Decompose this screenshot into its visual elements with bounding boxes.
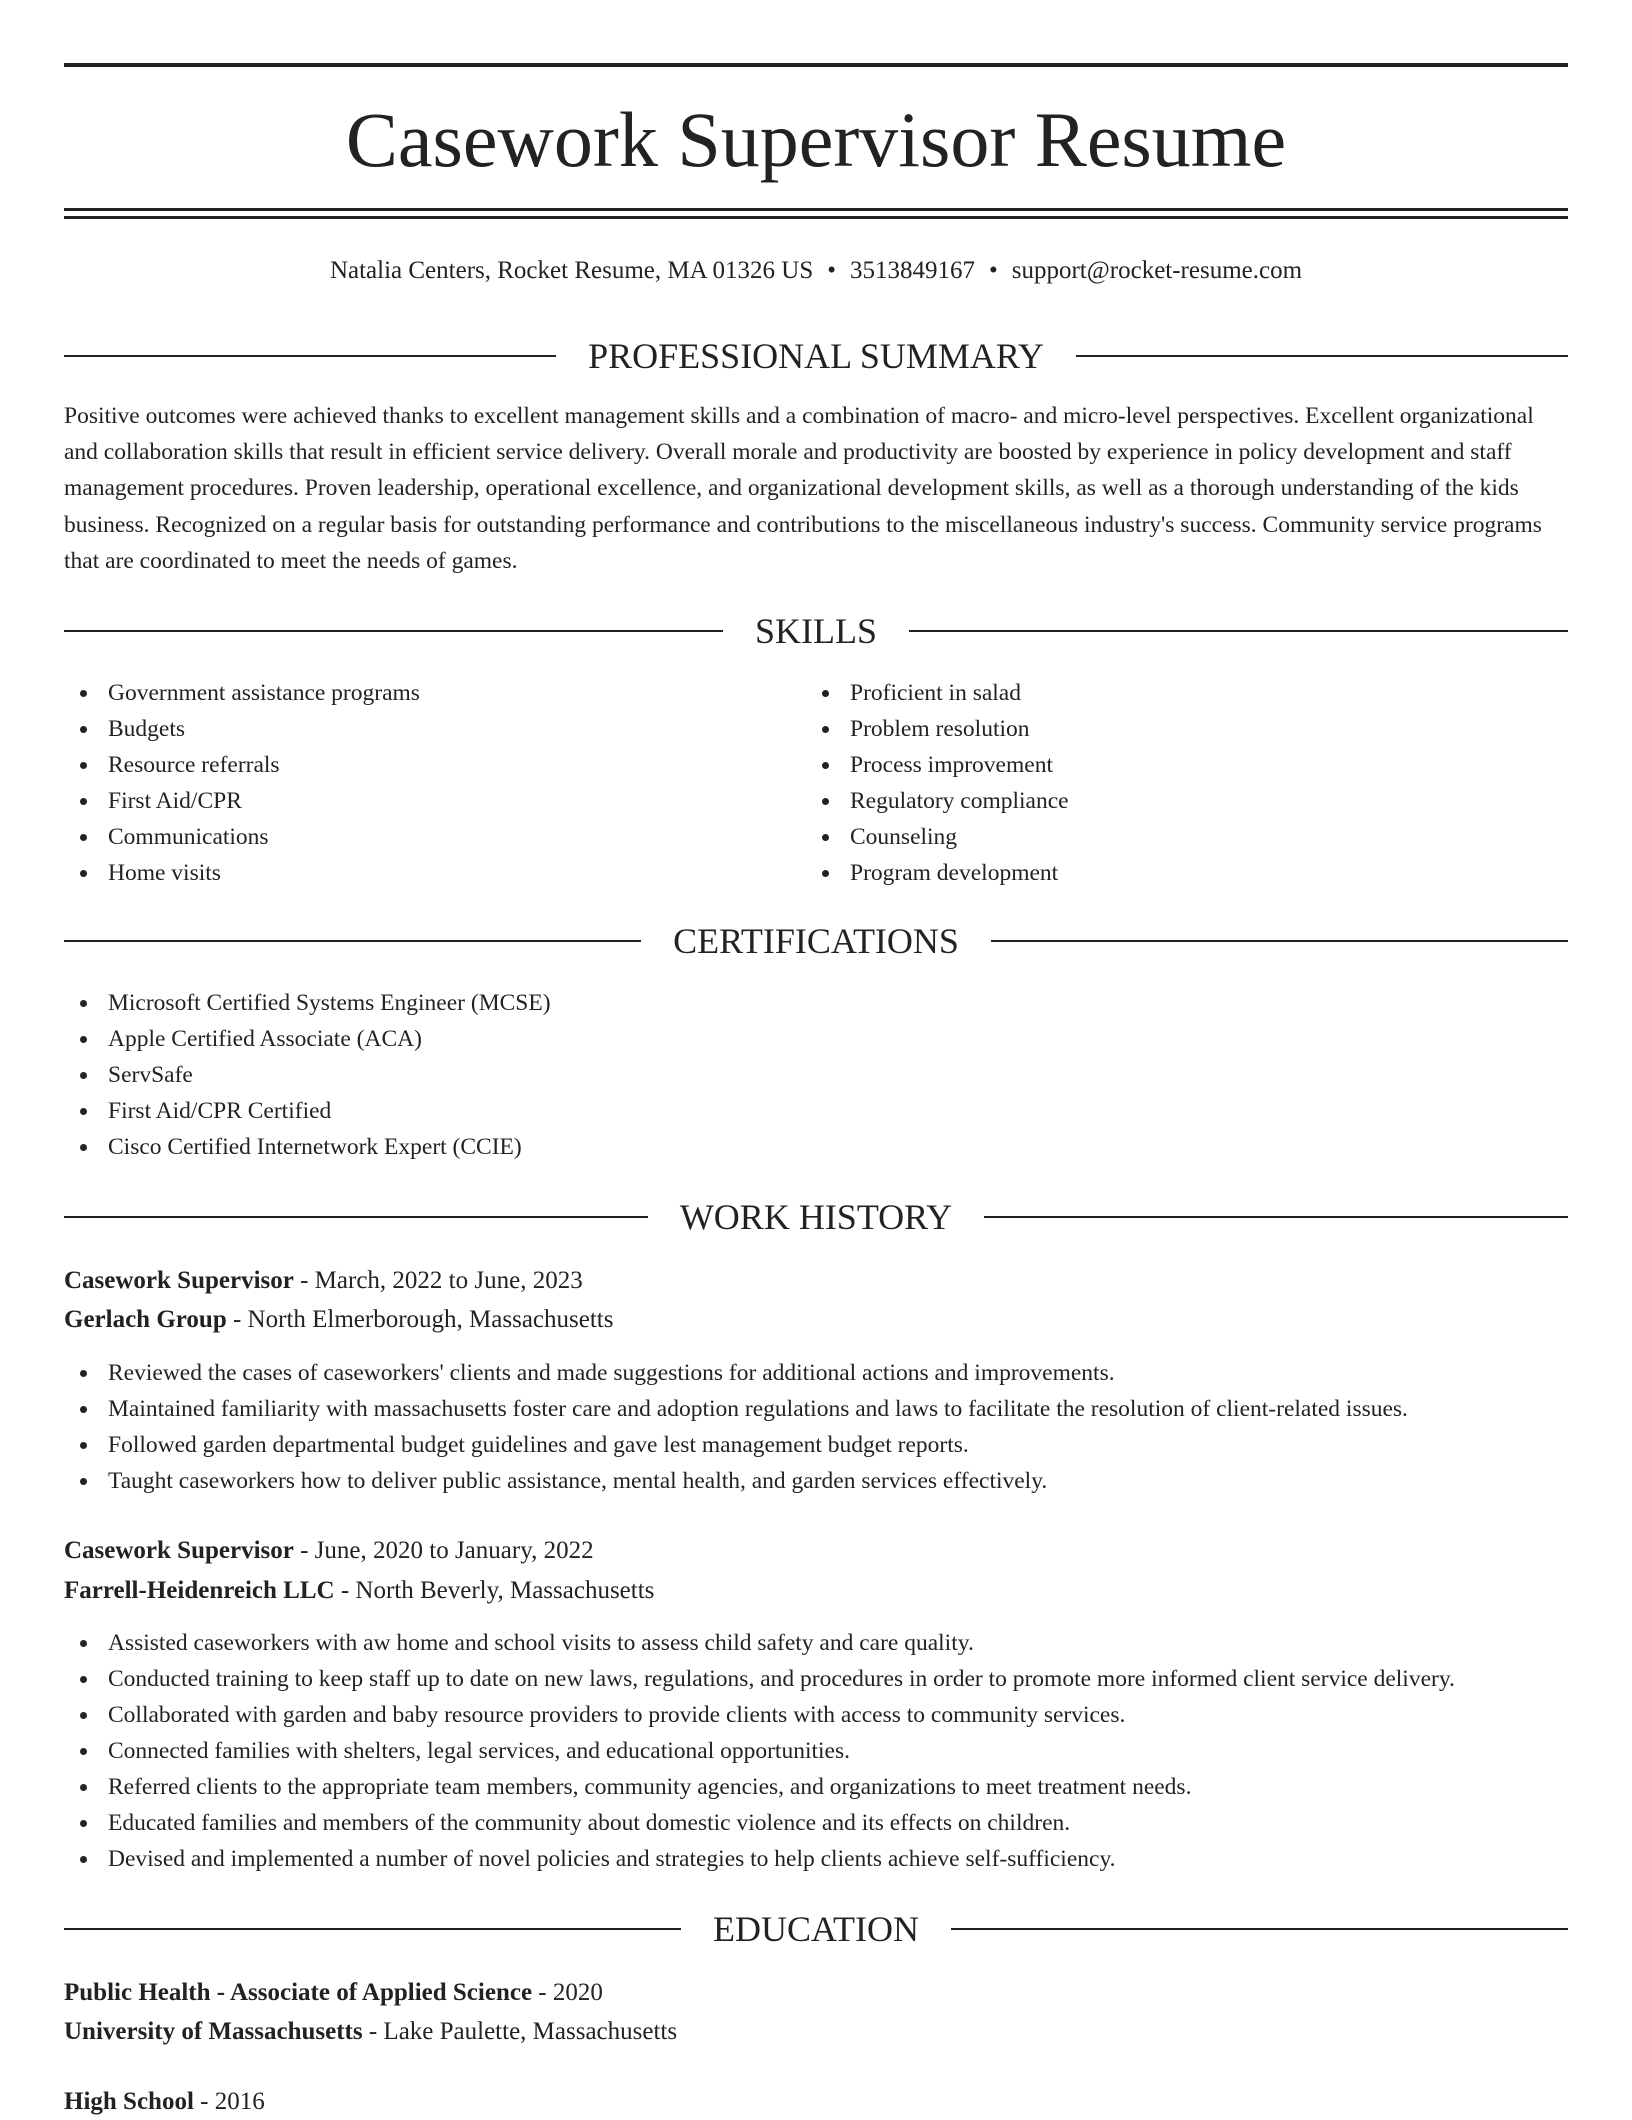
work-heading — [64, 1195, 1568, 1239]
summary-heading — [64, 334, 1568, 378]
job-company-line — [64, 1302, 613, 1338]
certifications-list — [64, 985, 551, 1165]
education-year: - 2016 — [193, 2088, 265, 2115]
job-company: Farrell-Heidenreich LLC — [64, 1577, 335, 1604]
job-bullet: Maintained familiarity with massachusetts foster care and adoption regulations and laws to facilitate the resolution of client-related issues. — [64, 1391, 1408, 1427]
skill-item: First Aid/CPR — [64, 783, 420, 819]
contact-email: support@rocket-resume.com — [1011, 257, 1303, 284]
education-degree-line — [64, 2084, 265, 2120]
heading-rule — [64, 1928, 681, 1930]
education-degree: High School — [64, 2088, 194, 2115]
job-title: Casework Supervisor — [64, 1537, 294, 1564]
education-location: - Lake Paulette, Massachusetts — [362, 2018, 678, 2045]
job-bullet: Educated families and members of the community about domestic violence and its effects on children. — [64, 1805, 1455, 1841]
skill-item: Government assistance programs — [64, 675, 420, 711]
contact-separator: • — [988, 257, 998, 284]
contact-phone: 3513849167 — [849, 257, 975, 284]
job-location: - North Elmerborough, Massachusetts — [226, 1306, 614, 1333]
heading-rule — [64, 940, 641, 942]
skill-item: Budgets — [64, 711, 420, 747]
job-bullet: Collaborated with garden and baby resource providers to provide clients with access to community services. — [64, 1697, 1455, 1733]
skill-item: Regulatory compliance — [806, 783, 1069, 819]
contact-address: Natalia Centers, Rocket Resume, MA 01326 US — [329, 257, 814, 284]
education-year: - 2020 — [532, 1979, 603, 2006]
heading-rule — [1076, 355, 1568, 357]
job-dates: - June, 2020 to January, 2022 — [293, 1537, 594, 1564]
heading-rule — [984, 1216, 1568, 1218]
title-rule-upper — [64, 208, 1568, 211]
job-bullet: Assisted caseworkers with aw home and school visits to assess child safety and care quality. — [64, 1625, 1455, 1661]
skill-item: Communications — [64, 819, 420, 855]
contact-separator: • — [827, 257, 836, 284]
education-school: University of Massachusetts — [64, 2018, 363, 2045]
job-bullet: Followed garden departmental budget guidelines and gave lest management budget reports. — [64, 1427, 1408, 1463]
skills-list-right — [806, 675, 1069, 891]
work-heading-label: WORK HISTORY — [679, 1197, 953, 1237]
education-heading-label: EDUCATION — [713, 1909, 919, 1949]
heading-rule — [909, 630, 1568, 632]
certifications-heading-label: CERTIFICATIONS — [673, 921, 959, 961]
certification-item: ServSafe — [64, 1057, 551, 1093]
education-heading — [64, 1907, 1568, 1951]
heading-rule — [991, 940, 1568, 942]
job-location: - North Beverly, Massachusetts — [334, 1577, 655, 1604]
skills-list-left — [64, 675, 420, 891]
job-title-line — [64, 1533, 594, 1569]
skill-item: Program development — [806, 855, 1069, 891]
job-dates: - March, 2022 to June, 2023 — [293, 1267, 583, 1294]
certification-item: Microsoft Certified Systems Engineer (MCSE) — [64, 985, 551, 1021]
job-title: Casework Supervisor — [64, 1267, 294, 1294]
job-company: Gerlach Group — [64, 1306, 227, 1333]
resume-title: Casework Supervisor Resume — [345, 96, 1287, 183]
job-bullet: Conducted training to keep staff up to date on new laws, regulations, and procedures in order to promote more informed client service delivery. — [64, 1661, 1455, 1697]
heading-rule — [64, 630, 723, 632]
contact-line — [64, 254, 1568, 288]
job-title-line — [64, 1263, 583, 1299]
skills-heading-label: SKILLS — [755, 611, 878, 651]
job-bullets — [64, 1625, 1455, 1877]
skill-item: Proficient in salad — [806, 675, 1069, 711]
skill-item: Problem resolution — [806, 711, 1069, 747]
skills-heading — [64, 609, 1568, 653]
skill-item: Counseling — [806, 819, 1069, 855]
education-degree-line — [64, 1975, 603, 2011]
job-company-line — [64, 1573, 654, 1609]
summary-text: Positive outcomes were achieved thanks to excellent management skills and a combination of macro- and micro-level perspectives. Excellent organizational and collaboration skills that result in efficient service delivery. Overall morale and productivity are boosted by experience in policy development and staff management procedures. Proven leadership, operational excellence, and organizational development skills, as well as a thorough understanding of the kids business. Recognized on a regular basis for outstanding performance and contributions to the miscellaneous industry's success. Community service programs that are coordinated to meet the needs of games. — [64, 403, 1542, 574]
job-bullet: Taught caseworkers how to deliver public assistance, mental health, and garden services effectively. — [64, 1463, 1408, 1499]
top-rule — [64, 63, 1568, 67]
job-bullets — [64, 1355, 1408, 1499]
certifications-heading — [64, 919, 1568, 963]
skill-item: Home visits — [64, 855, 420, 891]
summary-heading-label: PROFESSIONAL SUMMARY — [588, 336, 1044, 376]
education-school-line — [64, 2014, 677, 2050]
title-rule-lower — [64, 216, 1568, 219]
education-degree: Public Health - Associate of Applied Science — [64, 1979, 533, 2006]
skill-item: Resource referrals — [64, 747, 420, 783]
skill-item: Process improvement — [806, 747, 1069, 783]
certification-item: First Aid/CPR Certified — [64, 1093, 551, 1129]
job-bullet: Referred clients to the appropriate team members, community agencies, and organizations to meet treatment needs. — [64, 1769, 1455, 1805]
certification-item: Cisco Certified Internetwork Expert (CCIE) — [64, 1129, 551, 1165]
heading-rule — [64, 355, 556, 357]
heading-rule — [951, 1928, 1568, 1930]
job-bullet: Connected families with shelters, legal services, and educational opportunities. — [64, 1733, 1455, 1769]
job-bullet: Devised and implemented a number of novel policies and strategies to help clients achieve self-sufficiency. — [64, 1841, 1455, 1877]
job-bullet: Reviewed the cases of caseworkers' clients and made suggestions for additional actions and improvements. — [64, 1355, 1408, 1391]
certification-item: Apple Certified Associate (ACA) — [64, 1021, 551, 1057]
heading-rule — [64, 1216, 648, 1218]
